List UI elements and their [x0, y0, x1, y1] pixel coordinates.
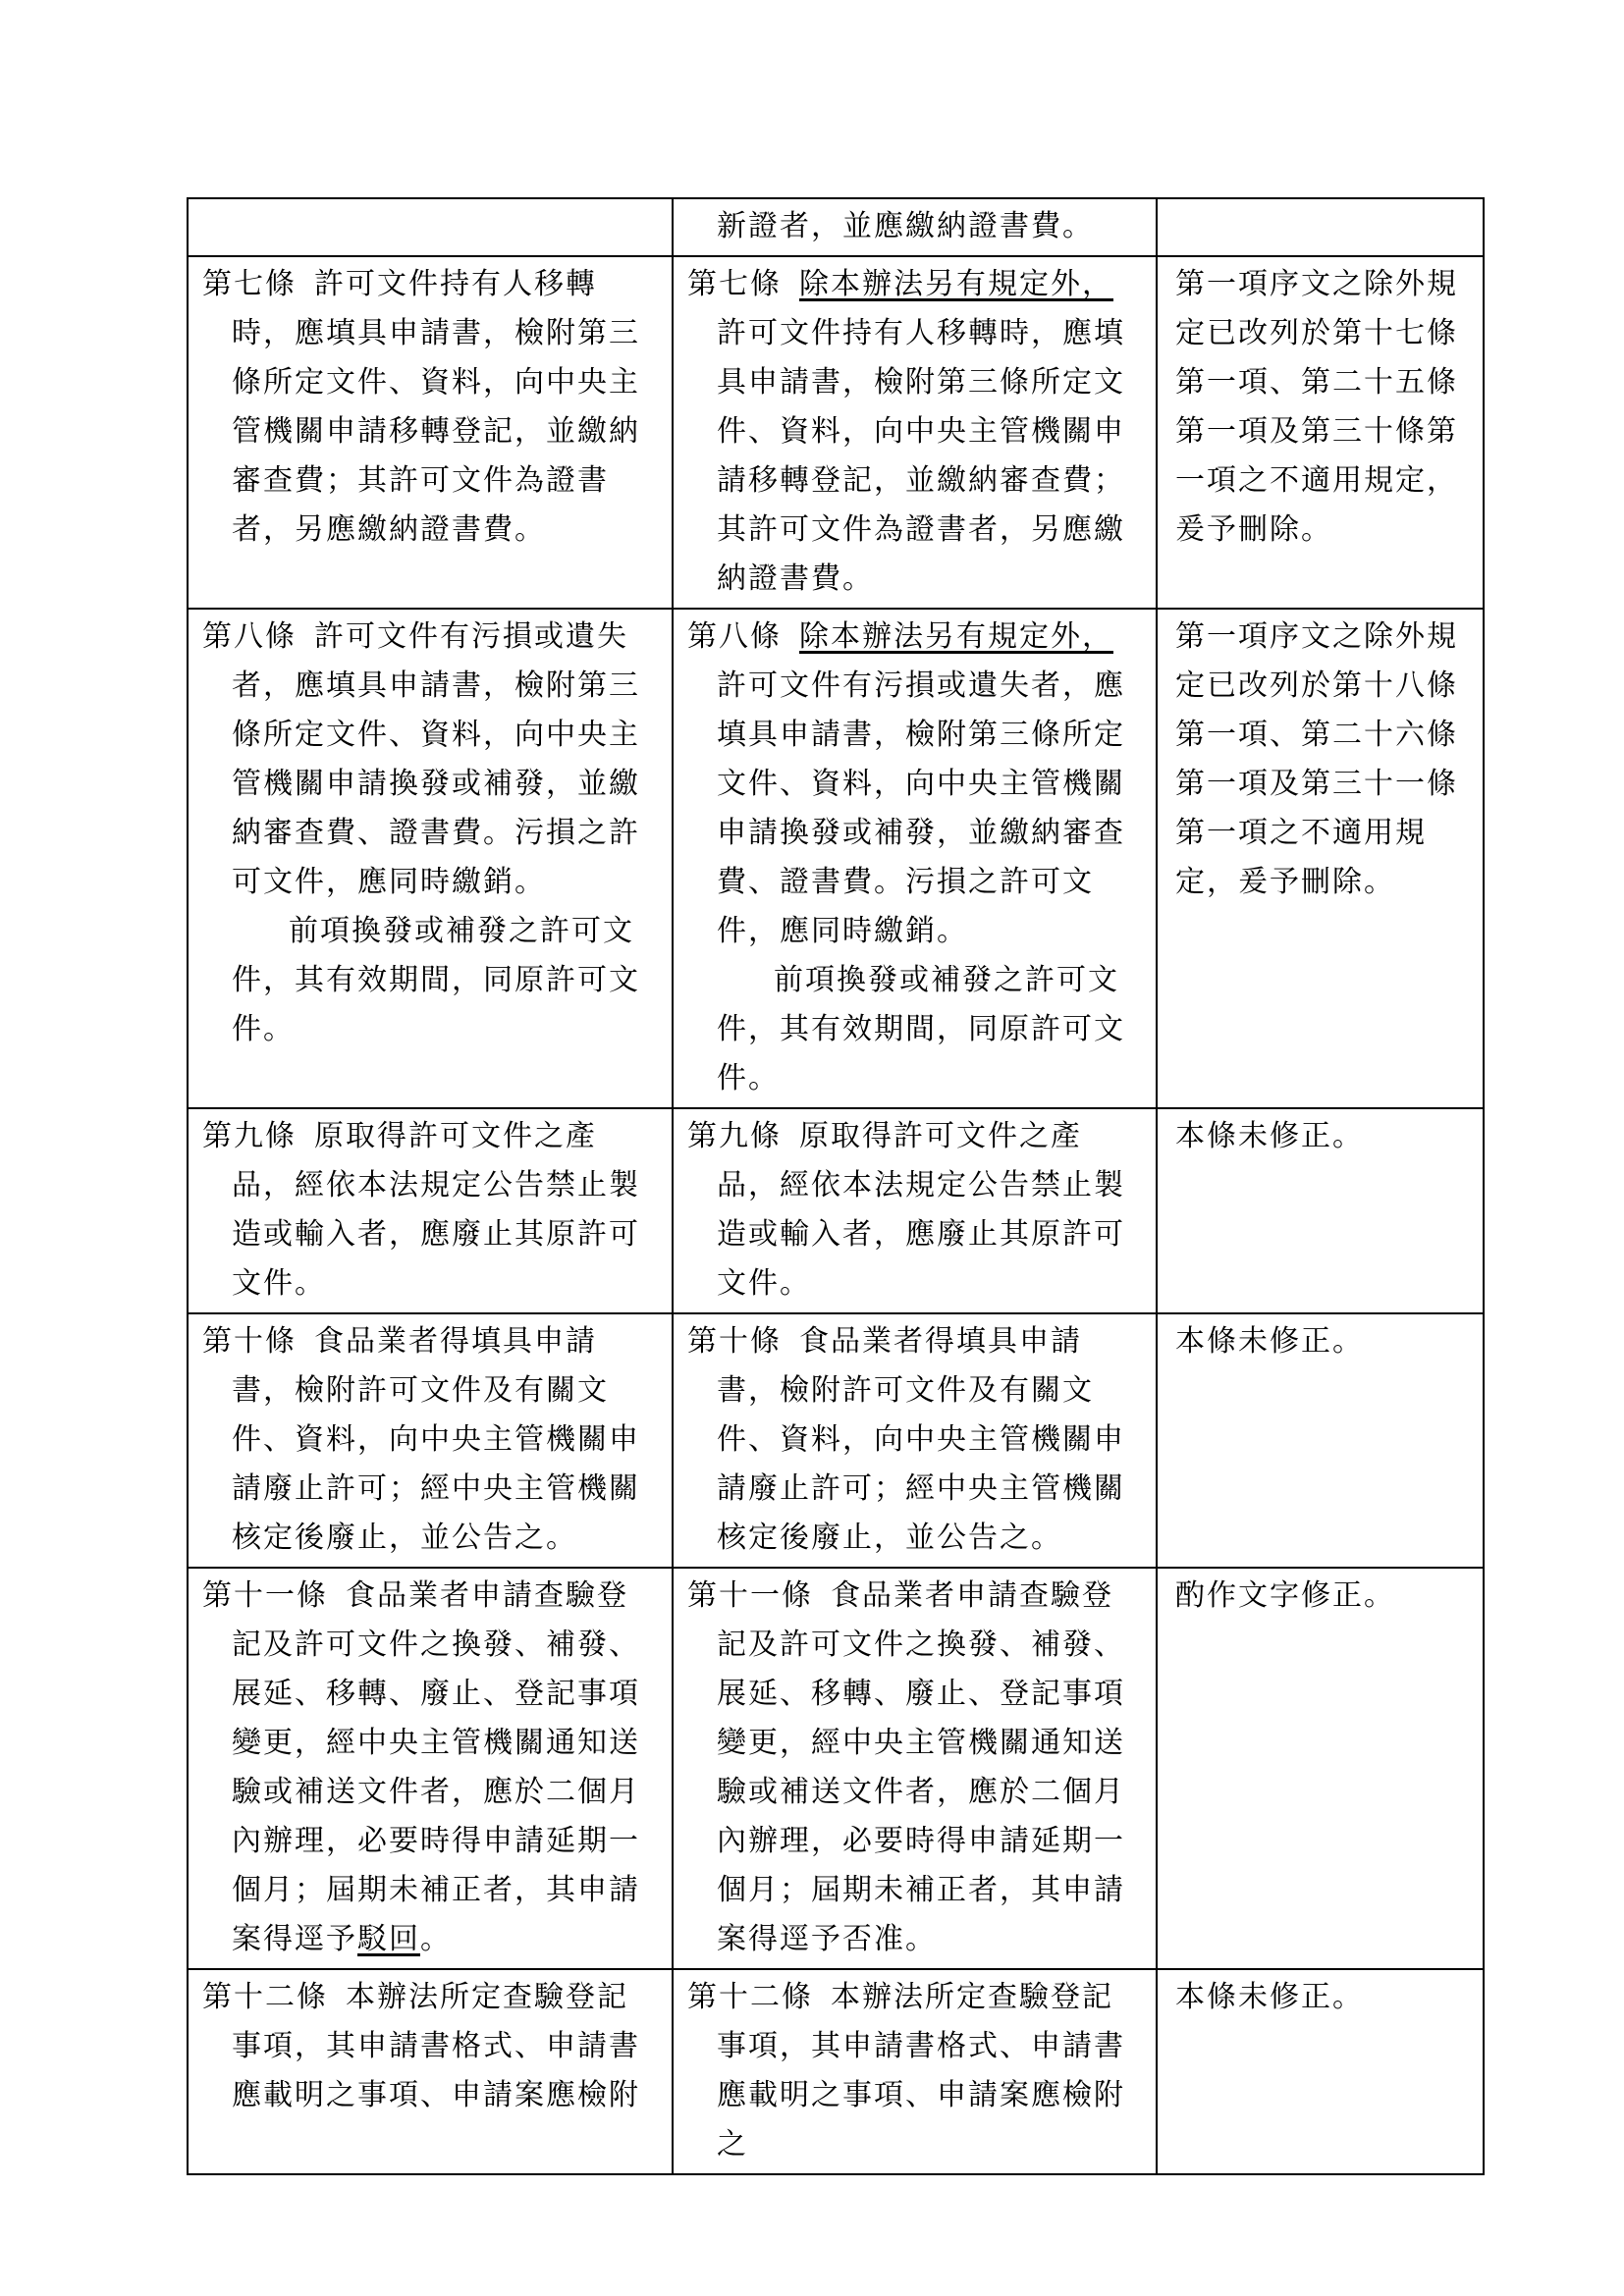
article-paragraph — [687, 202, 1142, 251]
article-paragraph — [202, 613, 658, 907]
explanation-cell — [1157, 1108, 1484, 1313]
table-body — [188, 198, 1484, 2174]
explanation-text: 本條未修正。 — [1175, 1980, 1364, 2014]
current-text-cell — [188, 609, 673, 1108]
changed-text: 駁回 — [357, 1922, 420, 1956]
explanation-cell — [1157, 609, 1484, 1108]
article-text: 本辦法所定查驗登記事項，其申請書格式、申請書應載明之事項、申請案應檢附之 — [717, 1980, 1125, 2162]
article-number: 第十一條 — [202, 1578, 328, 1613]
article-text: 許可文件持有人移轉時，應填具申請書，檢附第三條所定文件、資料，向中央主管機關申請移轉登記，並繳納審查費；其許可文件為證書者，另應繳納證書費。 — [717, 316, 1125, 596]
inserted-text: 除本辦法另有規定外， — [799, 267, 1113, 301]
article-number: 第九條 — [202, 1119, 297, 1153]
article-paragraph — [202, 1572, 658, 1964]
explanation-cell — [1157, 1969, 1484, 2174]
article-paragraph — [202, 907, 658, 1054]
current-text-cell — [188, 1969, 673, 2174]
current-text-cell — [188, 256, 673, 609]
article-number: 第十二條 — [687, 1980, 813, 2014]
current-text-cell — [188, 1108, 673, 1313]
article-paragraph — [687, 613, 1142, 956]
explanation-cell — [1157, 1568, 1484, 1969]
article-paragraph — [687, 1317, 1142, 1563]
proposed-text-cell — [673, 1313, 1157, 1568]
article-text: 食品業者得填具申請書，檢附許可文件及有關文件、資料，向中央主管機關申請廢止許可；經中央主管機關核定後廢止，並公告之。 — [717, 1324, 1125, 1555]
table-row — [188, 609, 1484, 1108]
article-text: 許可文件有污損或遺失者，應填具申請書，檢附第三條所定文件、資料，向中央主管機關申請換發或補發，並繳納審查費、證書費。污損之許可文件，應同時繳銷。 — [717, 668, 1125, 948]
table-row — [188, 1108, 1484, 1313]
current-text-cell — [188, 1313, 673, 1568]
proposed-text-cell — [673, 1969, 1157, 2174]
article-text-tail: 。 — [420, 1922, 452, 1956]
explanation-cell — [1157, 256, 1484, 609]
article-text: 原取得許可文件之產品，經依本法規定公告禁止製造或輸入者，應廢止其原許可文件。 — [232, 1119, 640, 1301]
explanation-cell — [1157, 198, 1484, 256]
proposed-text-cell — [673, 1568, 1157, 1969]
explanation-cell — [1157, 1313, 1484, 1568]
article-text: 前項換發或補發之許可文件，其有效期間，同原許可文件。 — [232, 914, 640, 1046]
article-paragraph — [687, 1973, 1142, 2169]
table-row — [188, 256, 1484, 609]
proposed-text-cell — [673, 256, 1157, 609]
article-text: 原取得許可文件之產品，經依本法規定公告禁止製造或輸入者，應廢止其原許可文件。 — [717, 1119, 1125, 1301]
article-paragraph — [202, 1317, 658, 1563]
article-text: 食品業者得填具申請書，檢附許可文件及有關文件、資料，向中央主管機關申請廢止許可；經中央主管機關核定後廢止，並公告之。 — [232, 1324, 640, 1555]
article-number: 第八條 — [687, 619, 782, 654]
article-paragraph — [687, 1572, 1142, 1964]
proposed-text-cell — [673, 609, 1157, 1108]
explanation-text: 本條未修正。 — [1175, 1119, 1364, 1153]
explanation-text: 酌作文字修正。 — [1175, 1578, 1395, 1613]
table-row — [188, 198, 1484, 256]
article-text: 食品業者申請查驗登記及許可文件之換發、補發、展延、移轉、廢止、登記事項變更，經中央主管機關通知送驗或補送文件者，應於二個月內辦理，必要時得申請延期一個月；屆期未補正者，其申請案得逕予否准。 — [717, 1578, 1125, 1956]
table-row — [188, 1568, 1484, 1969]
article-number: 第九條 — [687, 1119, 782, 1153]
article-paragraph — [687, 260, 1142, 604]
inserted-text: 除本辦法另有規定外， — [799, 619, 1113, 654]
article-number: 第十二條 — [202, 1980, 328, 2014]
article-paragraph — [202, 1112, 658, 1308]
article-paragraph — [687, 1112, 1142, 1308]
current-text-cell — [188, 198, 673, 256]
explanation-text: 本條未修正。 — [1175, 1324, 1364, 1359]
article-text: 本辦法所定查驗登記事項，其申請書格式、申請書應載明之事項、申請案應檢附 — [232, 1980, 640, 2112]
article-paragraph — [202, 1973, 658, 2120]
article-number: 第八條 — [202, 619, 297, 654]
proposed-text-cell — [673, 1108, 1157, 1313]
article-text: 食品業者申請查驗登記及許可文件之換發、補發、展延、移轉、廢止、登記事項變更，經中央主管機關通知送驗或補送文件者，應於二個月內辦理，必要時得申請延期一個月；屆期未補正者，其申請案得逕予 — [232, 1578, 640, 1956]
article-text: 前項換發或補發之許可文件，其有效期間，同原許可文件。 — [717, 963, 1125, 1095]
explanation-text: 第一項序文之除外規定已改列於第十八條第一項、第二十六條第一項及第三十一條第一項之不適用規定，爰予刪除。 — [1175, 619, 1458, 899]
proposed-text-cell — [673, 198, 1157, 256]
article-paragraph — [202, 260, 658, 555]
article-number: 第十條 — [202, 1324, 297, 1359]
table-row — [188, 1313, 1484, 1568]
article-paragraph — [687, 956, 1142, 1103]
amendment-comparison-table — [187, 197, 1485, 2175]
article-number: 第十條 — [687, 1324, 782, 1359]
article-text: 許可文件持有人移轉時，應填具申請書，檢附第三條所定文件、資料，向中央主管機關申請移轉登記，並繳納審查費；其許可文件為證書者，另應繳納證書費。 — [232, 267, 640, 547]
explanation-text: 第一項序文之除外規定已改列於第十七條第一項、第二十五條第一項及第三十條第一項之不適用規定，爰予刪除。 — [1175, 267, 1458, 547]
current-text-cell — [188, 1568, 673, 1969]
article-number: 第十一條 — [687, 1578, 813, 1613]
article-number: 第七條 — [202, 267, 297, 301]
table-row — [188, 1969, 1484, 2174]
article-text: 新證者，並應繳納證書費。 — [717, 209, 1094, 243]
article-text: 許可文件有污損或遺失者，應填具申請書，檢附第三條所定文件、資料，向中央主管機關申請換發或補發，並繳納審查費、證書費。污損之許可文件，應同時繳銷。 — [232, 619, 640, 899]
article-number: 第七條 — [687, 267, 782, 301]
